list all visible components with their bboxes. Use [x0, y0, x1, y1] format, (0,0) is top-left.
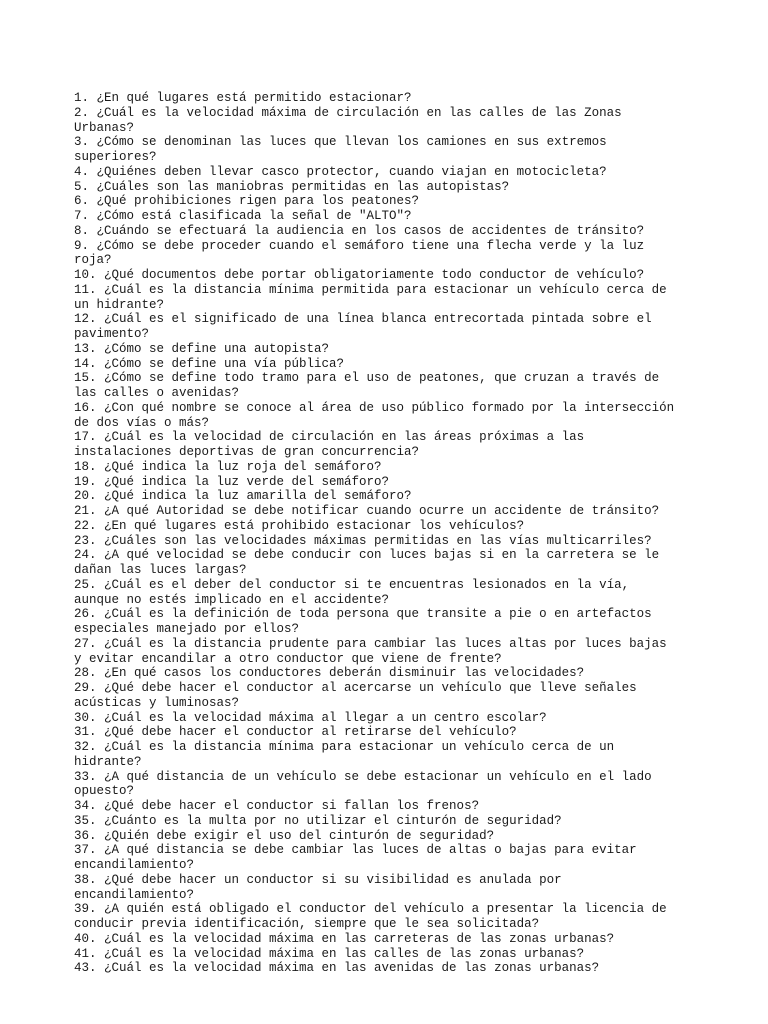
text-line: 35. ¿Cuánto es la multa por no utilizar el cinturón de seguridad? — [74, 813, 562, 828]
text-line: 16. ¿Con qué nombre se conoce al área de uso público formado por la intersección — [74, 400, 675, 415]
text-line: 32. ¿Cuál es la distancia mínima para estacionar un vehículo cerca de un — [74, 740, 615, 754]
text-line: 22. ¿En qué lugares está prohibido estacionar los vehículos? — [74, 518, 525, 533]
text-line: 21. ¿A qué Autoridad se debe notificar cuando ocurre un accidente de tránsito? — [74, 504, 660, 518]
text-line: 23. ¿Cuáles son las velocidades máximas permitidas en las vías multicarriles? — [74, 533, 652, 548]
text-line: 17. ¿Cuál es la velocidad de circulación en las áreas próximas a las — [74, 430, 585, 445]
text-line: de dos vías o más? — [74, 415, 210, 430]
text-line: 33. ¿A qué distancia de un vehículo se debe estacionar un vehículo en el lado — [74, 769, 652, 784]
text-line: 30. ¿Cuál es la velocidad máxima al llegar a un centro escolar? — [74, 710, 547, 725]
text-line: conducir previa identificación, siempre que le sea solicitada? — [74, 917, 540, 931]
text-line: 31. ¿Qué debe hacer el conductor al retirarse del vehículo? — [74, 725, 517, 740]
text-line: Urbanas? — [74, 120, 135, 135]
text-line: 41. ¿Cuál es la velocidad máxima en las calles de las zonas urbanas? — [74, 946, 585, 961]
text-line: pavimento? — [74, 327, 150, 341]
text-line: 6. ¿Qué prohibiciones rigen para los peatones? — [74, 194, 420, 209]
text-line: aunque no estés implicado en el accidente? — [74, 592, 390, 607]
text-line: 5. ¿Cuáles son las maniobras permitidas en las autopistas? — [74, 179, 510, 194]
text-line: 18. ¿Qué indica la luz roja del semáforo? — [74, 459, 382, 474]
text-line: 14. ¿Cómo se define una vía pública? — [74, 356, 345, 371]
text-line: encandilamiento? — [74, 858, 195, 872]
text-line: 9. ¿Cómo se debe proceder cuando el semáforo tiene una flecha verde y la luz — [74, 238, 645, 253]
text-line: un hidrante? — [74, 297, 165, 312]
text-line: 25. ¿Cuál es el deber del conductor si te encuentras lesionados en la vía, — [74, 577, 630, 592]
text-line: 10. ¿Qué documentos debe portar obligatoriamente todo conductor de vehículo? — [74, 268, 645, 282]
text-line: 11. ¿Cuál es la distancia mínima permitida para estacionar un vehículo cerca de — [74, 282, 667, 297]
text-line: 43. ¿Cuál es la velocidad máxima en las avenidas de las zonas urbanas? — [74, 961, 600, 976]
text-line: 24. ¿A qué velocidad se debe conducir con luces bajas si en la carretera se le — [74, 548, 660, 563]
text-line: 27. ¿Cuál es la distancia prudente para cambiar las luces altas por luces bajas — [74, 636, 667, 651]
text-line: 4. ¿Quiénes deben llevar casco protector, cuando viajan en motocicleta? — [74, 164, 607, 179]
text-line: 34. ¿Qué debe hacer el conductor si fallan los frenos? — [74, 799, 480, 813]
text-line: 8. ¿Cuándo se efectuará la audiencia en los casos de accidentes de tránsito? — [74, 223, 645, 238]
text-line: 12. ¿Cuál es el significado de una línea blanca entrecortada pintada sobre el — [74, 312, 652, 327]
text-line: 7. ¿Cómo está clasificada la señal de "ALTO"? — [74, 209, 412, 223]
text-line: roja? — [74, 253, 112, 268]
text-line: 1. ¿En qué lugares está permitido estacionar? — [74, 91, 412, 105]
text-line: dañan las luces largas? — [74, 563, 247, 577]
text-line: las calles o avenidas? — [74, 386, 240, 400]
text-line: hidrante? — [74, 754, 142, 769]
text-line: instalaciones deportivas de gran concurrencia? — [74, 445, 420, 459]
text-line: 2. ¿Cuál es la velocidad máxima de circulación en las calles de las Zonas — [74, 105, 622, 120]
text-line: acústicas y luminosas? — [74, 695, 240, 710]
text-line: especiales manejado por ellos? — [74, 622, 300, 636]
text-line: 38. ¿Qué debe hacer un conductor si su visibilidad es anulada por — [74, 872, 562, 887]
text-line: 20. ¿Qué indica la luz amarilla del semáforo? — [74, 489, 412, 504]
text-line: 39. ¿A quién está obligado el conductor del vehículo a presentar la licencia de — [74, 902, 667, 917]
text-line: 26. ¿Cuál es la definición de toda persona que transite a pie o en artefactos — [74, 607, 652, 622]
text-line: 37. ¿A qué distancia se debe cambiar las luces de altas o bajas para evitar — [74, 843, 637, 858]
text-line: 19. ¿Qué indica la luz verde del semáforo? — [74, 474, 390, 489]
text-line: y evitar encandilar a otro conductor que viene de frente? — [74, 651, 502, 666]
text-line: 36. ¿Quién debe exigir el uso del cinturón de seguridad? — [74, 828, 495, 843]
text-line: superiores? — [74, 150, 157, 164]
text-line: encandilamiento? — [74, 887, 195, 902]
document-page — [74, 91, 754, 976]
text-line: 13. ¿Cómo se define una autopista? — [74, 341, 330, 356]
text-line: opuesto? — [74, 784, 135, 799]
text-line: 29. ¿Qué debe hacer el conductor al acercarse un vehículo que lleve señales — [74, 681, 637, 695]
text-line: 40. ¿Cuál es la velocidad máxima en las carreteras de las zonas urbanas? — [74, 931, 615, 946]
text-line: 15. ¿Cómo se define todo tramo para el uso de peatones, que cruzan a través de — [74, 371, 660, 386]
text-line: 3. ¿Cómo se denominan las luces que llevan los camiones en sus extremos — [74, 135, 607, 150]
text-line: 28. ¿En qué casos los conductores deberán disminuir las velocidades? — [74, 666, 585, 681]
